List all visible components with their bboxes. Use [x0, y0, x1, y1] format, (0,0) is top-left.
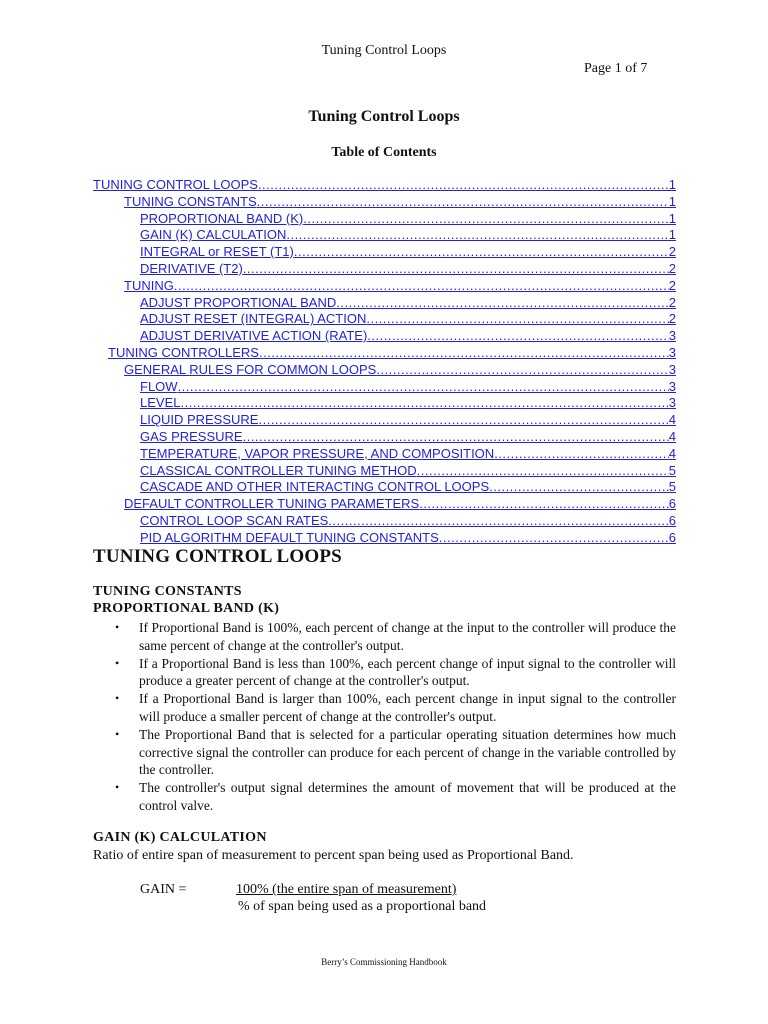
list-item-text: If a Proportional Band is larger than 100%, each percent change in input signal to the controller will produce a smaller percent of change at the controller's output.	[139, 691, 676, 724]
toc-entry[interactable]	[93, 244, 676, 261]
toc-entry[interactable]	[93, 328, 676, 345]
toc-leader-dots	[178, 379, 669, 396]
toc-entry[interactable]	[93, 211, 676, 228]
gain-formula-denominator: % of span being used as a proportional band	[238, 899, 487, 914]
list-item-text: The controller's output signal determines the amount of movement that will be produced at the control valve.	[139, 780, 676, 813]
toc-leader-dots	[489, 479, 669, 496]
toc-entry[interactable]	[93, 311, 676, 328]
toc-link[interactable]: TUNING CONSTANTS	[124, 193, 257, 209]
toc-link[interactable]: LIQUID PRESSURE	[140, 412, 259, 428]
toc-entry[interactable]	[93, 496, 676, 513]
toc-page-number[interactable]: 3	[668, 361, 676, 377]
toc-link[interactable]: DERIVATIVE (T2)	[140, 260, 243, 276]
toc-page-number[interactable]: 4	[668, 445, 676, 461]
toc-entry[interactable]	[93, 395, 676, 412]
toc-leader-dots	[257, 194, 669, 211]
toc-entry[interactable]	[93, 227, 676, 244]
toc-link[interactable]: CLASSICAL CONTROLLER TUNING METHOD	[140, 462, 417, 478]
toc-page-number[interactable]: 6	[668, 496, 676, 512]
toc-page-number[interactable]: 2	[668, 294, 676, 310]
toc-entry[interactable]	[93, 261, 676, 278]
toc-leader-dots	[376, 362, 668, 379]
toc-page-number[interactable]: 3	[668, 344, 676, 360]
toc-page-number[interactable]: 5	[668, 479, 676, 495]
toc-entry[interactable]	[93, 345, 676, 362]
page-number: Page 1 of 7	[584, 61, 648, 76]
toc-entry[interactable]	[93, 463, 676, 480]
list-item-text: The Proportional Band that is selected for a particular operating situation determines how much corrective signal the controller can produce for each percent of change in the variable controlled by the controller.	[139, 726, 676, 778]
list-item-text: If a Proportional Band is less than 100%, each percent change of input signal to the controller will produce a greater percent of change at the controller's output.	[139, 655, 676, 689]
toc-link[interactable]: INTEGRAL or RESET (T1)	[140, 244, 294, 260]
toc-page-number[interactable]: 1	[668, 193, 676, 209]
proportional-band-list	[93, 619, 676, 815]
list-item	[93, 690, 676, 726]
toc-page-number[interactable]: 3	[668, 328, 676, 344]
toc-entry[interactable]	[93, 479, 676, 496]
bullet-icon: •	[115, 620, 120, 634]
toc-link[interactable]: GENERAL RULES FOR COMMON LOOPS	[124, 361, 377, 377]
toc-link[interactable]: ADJUST PROPORTIONAL BAND	[140, 294, 337, 310]
toc-entry[interactable]	[93, 379, 676, 396]
subsection-heading: TUNING CONSTANTS	[93, 584, 242, 599]
toc-leader-dots	[366, 311, 668, 328]
toc-link[interactable]: TUNING CONTROLLERS	[108, 344, 259, 360]
gain-heading: GAIN (K) CALCULATION	[93, 830, 267, 845]
toc-page-number[interactable]: 2	[668, 244, 676, 260]
toc-entry[interactable]	[93, 194, 676, 211]
toc-leader-dots	[259, 345, 669, 362]
toc-entry[interactable]	[93, 513, 676, 530]
toc-entry[interactable]	[93, 295, 676, 312]
toc-entry[interactable]	[93, 362, 676, 379]
toc-page-number[interactable]: 3	[668, 395, 676, 411]
toc-leader-dots	[494, 446, 669, 463]
toc-page-number[interactable]: 2	[668, 311, 676, 327]
toc-page-number[interactable]: 4	[668, 428, 676, 444]
list-item	[93, 779, 676, 815]
toc-leader-dots	[419, 496, 669, 513]
document-title: Tuning Control Loops	[308, 108, 460, 125]
bullet-icon: •	[115, 655, 120, 670]
toc-page-number[interactable]: 3	[668, 378, 676, 394]
toc-link[interactable]: ADJUST DERIVATIVE ACTION (RATE)	[140, 328, 368, 344]
toc-leader-dots	[328, 513, 668, 530]
toc-entry[interactable]	[93, 412, 676, 429]
toc-leader-dots	[367, 328, 668, 345]
toc-link[interactable]: GAS PRESSURE	[140, 428, 243, 444]
toc-link[interactable]: ADJUST RESET (INTEGRAL) ACTION	[140, 311, 367, 327]
page-footer: Berry’s Commissioning Handbook	[321, 957, 447, 967]
toc-leader-dots	[174, 278, 669, 295]
toc-page-number[interactable]: 1	[668, 210, 676, 226]
toc-link[interactable]: TUNING CONTROL LOOPS	[93, 177, 258, 192]
gain-formula-numerator: 100% (the entire span of measurement)	[236, 882, 457, 897]
toc-link[interactable]: DEFAULT CONTROLLER TUNING PARAMETERS	[124, 496, 420, 512]
list-item-text: If Proportional Band is 100%, each percent of change at the input to the controller will produce the same percent of change at the controller's output.	[139, 620, 676, 653]
toc-leader-dots	[417, 463, 669, 480]
toc-link[interactable]: GAIN (K) CALCULATION	[140, 227, 287, 243]
running-header: Tuning Control Loops	[321, 43, 447, 58]
toc-link[interactable]: TEMPERATURE, VAPOR PRESSURE, AND COMPOSITION	[140, 445, 495, 461]
toc-leader-dots	[336, 295, 669, 312]
list-item	[93, 726, 676, 779]
toc-page-number[interactable]: 6	[668, 512, 676, 528]
toc-entry[interactable]	[93, 278, 676, 295]
toc-page-number[interactable]: 6	[668, 529, 676, 545]
section-heading: TUNING CONTROL LOOPS	[93, 546, 342, 567]
toc-entry[interactable]	[93, 446, 676, 463]
list-item	[93, 619, 676, 655]
toc-leader-dots	[439, 530, 669, 547]
toc-link[interactable]: CONTROL LOOP SCAN RATES	[140, 512, 329, 528]
bullet-icon: •	[115, 691, 120, 706]
toc-entry[interactable]	[93, 429, 676, 446]
toc-link[interactable]: PROPORTIONAL BAND (K)	[140, 210, 304, 226]
gain-formula-label: GAIN =	[140, 882, 187, 897]
toc-page-number[interactable]: 2	[668, 260, 676, 276]
toc-leader-dots	[258, 412, 668, 429]
toc-page-number[interactable]: 5	[668, 462, 676, 478]
gain-description: Ratio of entire span of measurement to percent span being used as Proportional Band.	[93, 848, 574, 863]
toc-leader-dots	[294, 244, 669, 261]
toc-page-number[interactable]: 1	[668, 177, 676, 192]
toc-leader-dots	[286, 227, 668, 244]
toc-entry[interactable]	[93, 177, 676, 194]
list-item	[93, 655, 676, 691]
table-of-contents	[93, 177, 676, 547]
toc-page-number[interactable]: 1	[668, 227, 676, 243]
toc-link[interactable]: LEVEL	[140, 395, 181, 411]
toc-entry[interactable]	[93, 530, 676, 547]
toc-page-number[interactable]: 2	[668, 277, 676, 293]
toc-leader-dots	[258, 177, 669, 194]
toc-page-number[interactable]: 4	[668, 412, 676, 428]
bullet-icon: •	[115, 780, 120, 795]
proportional-band-heading: PROPORTIONAL BAND (K)	[93, 601, 280, 616]
toc-leader-dots	[243, 429, 669, 446]
bullet-icon: •	[115, 726, 120, 741]
toc-link[interactable]: TUNING	[124, 277, 174, 293]
toc-leader-dots	[243, 261, 669, 278]
toc-leader-dots	[180, 395, 668, 412]
toc-link[interactable]: FLOW	[140, 378, 178, 394]
toc-leader-dots	[303, 211, 669, 228]
toc-title: Table of Contents	[331, 145, 437, 160]
toc-link[interactable]: PID ALGORITHM DEFAULT TUNING CONSTANTS	[140, 529, 439, 545]
toc-link[interactable]: CASCADE AND OTHER INTERACTING CONTROL LOOPS	[140, 479, 490, 495]
